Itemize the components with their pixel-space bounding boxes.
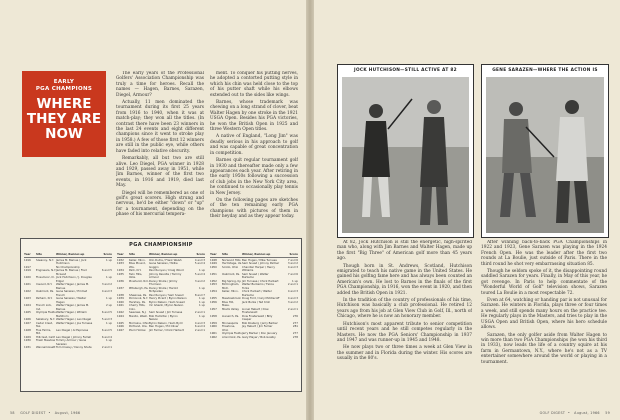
cell-year: 1917	[24, 264, 31, 269]
cell-score: 3 and 2	[287, 261, 298, 265]
cell-score: 2 and 1	[194, 310, 205, 314]
cell-score: 1 up	[106, 320, 112, 325]
cell-winner: Paul Runyan / Sam Snead	[149, 292, 184, 297]
cell-score: 4 and 3	[194, 257, 205, 262]
cell-winner: Henry Picard / Byron Nelson	[149, 296, 187, 300]
cell-site: Llanerch, Pa.	[222, 313, 240, 318]
golfers-photo-icon	[486, 77, 604, 233]
cell-site: Engineers, N.Y.	[36, 268, 56, 272]
cell-winner: Jim Turnesa / Chick Harbert	[242, 278, 279, 283]
cell-winner: Walter Burkemo / Felice Torza	[242, 282, 274, 290]
cell-winner: Paul Runyan / Craig Wood	[149, 268, 184, 272]
cell-score: 5 and 4	[194, 261, 205, 265]
cell-winner: Johnny Revolta / Tommy Armour	[149, 271, 182, 279]
cell-winner: Byron Nelson / Sam Byrd	[149, 320, 183, 325]
cell-score: 6 and 5	[101, 268, 112, 272]
cell-site: Scioto, Ohio	[222, 264, 239, 269]
cell-site: Fresh Meadow	[36, 338, 56, 342]
cell-score: 1 up	[199, 299, 205, 304]
header-winner: Winner, Runner-up	[56, 252, 85, 256]
cell-winner: Walter Hagen / Joe Turnesa	[56, 320, 93, 325]
intro-paragraph: Barnes, whose trademark was chewing on a long strand of clover, beat Walter Hagen by one stroke in the 1921 USGA Open. Besides his PGA victories, he won the British Open in 1925 and three Western Open titles.	[210, 100, 298, 133]
cell-site: Hillcrest, Calif.	[36, 334, 56, 339]
table-row	[117, 329, 205, 333]
header-year: Year	[24, 252, 31, 256]
cell-winner: Jay Hebert / Jim Ferrier	[242, 324, 273, 328]
cell-site: Flossmoor, Ill.	[36, 275, 55, 279]
cell-site: Portland, Ore.	[129, 324, 148, 328]
cell-year: 1958	[210, 313, 217, 318]
cell-year: 1944	[117, 313, 124, 318]
intro-paragraph: On the following pages are sketches of the ten remaining early PGA champions with pictures of them in their heyday and as they appear today.	[210, 197, 298, 220]
jock-hutchison-text	[337, 240, 472, 410]
cell-year: 1931	[24, 345, 31, 349]
header-score: Score	[196, 252, 205, 256]
photo-caption: GENE SARAZEN—WHERE THE ACTION IS	[492, 68, 598, 73]
magazine-name: GOLF DIGEST	[20, 411, 46, 415]
cell-score: 3 and 2	[194, 278, 205, 283]
cell-winner: Walter Hagen / Leo Diegel	[56, 317, 92, 321]
cell-year: 1962	[210, 334, 217, 339]
cell-score: 276	[292, 313, 298, 318]
body-paragraph: Hutchison's most apparent tribute to senior competition until recent years and he still competes regularly in the Masters. He now the PGA Seniors' Championship in 1937 and 1947 and was runner-up in 1945 and 1948.	[337, 321, 472, 343]
cell-winner: Tommy Armour / Gene Sarazen	[56, 338, 87, 346]
cell-score: 4 and 3	[287, 289, 298, 293]
cell-score: 6 and 4	[194, 324, 205, 328]
cell-year: 1952	[210, 278, 217, 283]
cell-winner: Denny Shute / Jimmy Thomson	[149, 278, 178, 286]
cell-winner: Bob Hamilton / Byron Nelson	[149, 313, 178, 321]
cell-site: Park, N.Y.	[129, 268, 142, 272]
body-paragraph: Even at 64, watching or handing par is not unusual for Sarazen. He winters in Florida, plays three or four times a week, and still spends many hours on the practice tee. He regularly plays in the Masters, and tries to play in the USGA Open and British Open, where his hero schedule allows.	[481, 298, 607, 331]
cell-winner: Chandler Harper / Henry Williams	[242, 264, 275, 272]
cell-site: Blue Mound, Wis.	[129, 261, 146, 269]
headline-line-1: WHERE	[36, 96, 92, 112]
cell-site: Salisbury, N.Y.	[36, 317, 55, 321]
headline-line-3: NOW	[45, 126, 83, 142]
cell-year: 1951	[210, 271, 217, 276]
cell-winner: Denny Shute / Harold McSpaden	[149, 285, 178, 293]
kicker-line-2: PGA CHAMPIONS	[35, 86, 93, 92]
intro-paragraph: The early years of the Professional Golfers' Association Championship was truly a time for heroes. Recall the names — Hagen, Barnes, Sarazen, Diegel, Armour?	[116, 71, 204, 98]
table-header	[117, 253, 205, 258]
cell-year: 1927	[24, 320, 31, 325]
cell-score: 1 up	[106, 275, 112, 279]
cell-year: 1947	[117, 327, 124, 332]
cell-site: Blue Hill, Mass.	[222, 299, 234, 307]
table-header	[210, 253, 298, 258]
photo-jock-hutchison	[337, 64, 474, 238]
cell-score: 277	[292, 331, 298, 335]
cell-winner: Sam Snead / Jim Turnesa	[149, 310, 183, 314]
cell-score: 3 and 2	[101, 282, 112, 286]
cell-year: 1956	[210, 299, 217, 304]
cell-winner: James M. Barnes / Fred McLeod	[56, 268, 87, 276]
magazine-name: GOLF DIGEST	[539, 411, 566, 415]
cell-winner: Vic Ghezzi / Byron Nelson	[149, 303, 184, 307]
cell-score: 5 and 3	[101, 317, 112, 321]
header-winner: Winner, Runner-up	[149, 252, 178, 256]
cell-winner: Byron Nelson / Sam Snead	[149, 299, 185, 304]
photo-gene-sarazen	[481, 64, 609, 238]
cell-year: 1954	[210, 289, 217, 293]
cell-year: 1938	[117, 292, 124, 297]
cell-score: 278	[292, 334, 298, 339]
cell-year: 1945	[117, 320, 124, 325]
cell-site: Cherry Hills, Colo.	[129, 303, 146, 311]
cell-site: Oakmont, Pa.	[36, 289, 55, 293]
cell-year: 1940	[117, 299, 124, 304]
kicker-line-1: EARLY	[53, 79, 75, 85]
cell-score: 7 and 6	[287, 257, 298, 262]
cell-site: Wannamoisett	[36, 345, 56, 349]
right-page	[314, 0, 620, 420]
cell-year: 1934	[117, 268, 124, 272]
cell-winner: No Championship	[56, 264, 80, 269]
header-year: Year	[117, 252, 124, 256]
table-column-3	[210, 253, 298, 339]
cell-year: 1949	[210, 261, 217, 265]
header-score: Score	[103, 252, 112, 256]
issue-date: August, 1966	[54, 411, 81, 415]
cell-site: Keller, Minn.	[222, 289, 239, 293]
cell-winner: Jack Burke / Ted Kroll	[242, 299, 271, 304]
body-paragraph: Though born in St. Andrews, Scotland, Hutchison emigrated to teach his native game in the United States. He gained his golfing fame here and has always been counted an American's own. He lost to Barnes in the finals of the first PGA Championship, in 1916, won the event in 1920, and then added the British Open in 1921.	[337, 263, 472, 296]
cell-winner: Ben Hogan / Mike Turnesa	[242, 257, 277, 262]
cell-site: Hershey, Pa.	[129, 299, 146, 304]
cell-score: 2 and 1	[101, 345, 112, 349]
cell-site: Plum Hollow	[129, 327, 146, 332]
cell-winner: Jock Hutchison / J. Douglas Edgar	[56, 275, 92, 283]
cell-year: 1959	[210, 320, 217, 325]
header-winner: Winner, Runner-up	[242, 252, 271, 256]
cell-score: 1 up	[199, 268, 205, 272]
page-gutter	[306, 0, 314, 420]
cell-winner: Chick Harbert / Walter Burkemo	[242, 289, 272, 297]
cell-year: 1919	[24, 268, 31, 272]
cell-winner: Tom Creavy / Denny Shute	[56, 345, 92, 349]
cell-score: 5 and 4	[194, 271, 205, 276]
cell-site: Minneapolis	[222, 320, 239, 325]
cell-winner: Bob Rosburg / Jerry Barber	[242, 320, 278, 325]
intro-paragraph: Remarkably, all but two are still alive. Leo Diegel, PGA winner in 1928 and 1929, passed away in 1951, while Jim Barnes, winner of the first two events, in 1916 and 1919, died last May.	[116, 156, 204, 189]
cell-winner: Doug Ford / Cary Middlecoff	[242, 296, 280, 300]
cell-score: 2 and 1	[194, 327, 205, 332]
cell-year: 1946	[117, 324, 124, 328]
cell-site: Olympia Fields	[36, 310, 56, 314]
footer-left: 58 GOLF DIGEST • August, 1966	[10, 411, 81, 415]
cell-score: 6 and 5	[101, 327, 112, 332]
cell-winner: Jerry Barber / Don January	[242, 331, 278, 335]
cell-year: 1936	[117, 278, 124, 283]
cell-site: Seaview, N.J.	[129, 310, 147, 314]
body-paragraph: Sarazen, the only golfer aside from Walter Hagen to win more than two PGA Championships (he won his third in 1933), now leads the life of a country squire at his farm in Germantown, N.Y., where he's not as a TV entertainer somewhere around the world or playing in a tournament.	[481, 332, 607, 365]
cell-year: 1925	[24, 310, 31, 314]
cell-year: 1937	[117, 285, 124, 290]
cell-year: 1933	[117, 261, 124, 265]
cell-winner: Sam Snead / Walter Burkemo	[242, 271, 269, 279]
intro-paragraph: Barnes quit regular tournament golf in 1930 and thereafter made only a few appearances each year. After retiring in the early 1950s following a succession of club jobs in the New York City area, he continued to occasionally play tennis in New Jersey.	[210, 158, 298, 196]
cell-score: 6 and 5	[101, 310, 112, 314]
headline	[22, 97, 106, 142]
header-site: Site	[222, 252, 228, 256]
cell-site: French Lick, Ind.	[36, 303, 52, 311]
table-column-1	[24, 253, 112, 350]
cell-site: Miami Valley	[222, 306, 239, 311]
body-paragraph: Though he seldom spoke of it, the disappointing round saddled Sarazen for years. Finally, in May of this year, he got revenge. In Paris to help commentate of the "Wonderful World of Golf" television shows, Sarazen toured La Boulie in a most respectable 72.	[481, 269, 607, 296]
footer-right: GOLF DIGEST • August, 1966 59	[539, 411, 610, 415]
table-title: PGA CHAMPIONSHIP	[129, 242, 193, 248]
cell-site: Morraine, Ohio	[129, 320, 149, 325]
kicker	[22, 79, 106, 93]
cell-score: 1 up	[199, 313, 205, 318]
cell-site: Firestone, Ohio	[222, 324, 236, 332]
cell-score: 277	[292, 320, 298, 325]
cell-score: 2 and 1	[287, 282, 298, 286]
page-number: 58	[10, 411, 15, 415]
cell-score: 6 and 4	[101, 334, 112, 339]
cell-year: 1921	[24, 282, 31, 286]
cell-winner: Dow Finsterwald / Billy Casper	[242, 313, 273, 321]
cell-score: 4 and 3	[287, 264, 298, 269]
table-header	[24, 253, 112, 258]
table-row	[210, 336, 298, 340]
header-score: Score	[289, 252, 298, 256]
cell-site: Hermitage, Va.	[222, 261, 242, 265]
cell-year: 1960	[210, 324, 217, 328]
cell-score: 1 up	[199, 285, 205, 290]
cell-score: 3 and 2	[287, 299, 298, 304]
cell-site: Siwanoy, N.Y.	[36, 257, 54, 262]
cell-score: 8 and 7	[194, 292, 205, 297]
cell-site: Olympia Fields	[222, 331, 242, 335]
pga-championship-table	[20, 238, 302, 392]
cell-score: 1 up	[106, 296, 112, 300]
gene-sarazen-text	[481, 240, 607, 410]
cell-score: 4 and 3	[194, 320, 205, 325]
body-paragraph: At 82, Jock Hutchison is still the energetic, high-spirited man who, along with Jim Barnes and Walter Hagen, made up the first "Big Three" of American golf more than 45 years ago.	[337, 240, 472, 262]
cell-site: Aronimink, Pa.	[222, 334, 242, 339]
cell-winner: Olin Dutra / Frank Walsh	[149, 257, 182, 262]
cell-score: 1 up	[199, 303, 205, 307]
cell-year: 1930	[24, 338, 31, 342]
photo-image	[342, 77, 469, 233]
cell-year: 1926	[24, 317, 31, 321]
intro-paragraph: A native of England, "Long Jim" was deadly serious in his approach to golf and was capable of great concentration in competition.	[210, 134, 298, 156]
cell-score: 4 and 3	[287, 296, 298, 300]
cell-site: Five Farms, Md.	[36, 327, 52, 335]
cell-score: 2 up	[106, 303, 112, 307]
cell-site: Meadowbrook	[222, 296, 241, 300]
cell-year: 1942	[117, 310, 124, 314]
headline-line-2: THEY ARE	[26, 111, 102, 127]
cell-score: 2 and 1	[287, 306, 298, 311]
cell-site: Keller, Minn.	[129, 257, 146, 262]
cell-score: 1 up	[106, 338, 112, 342]
cell-year: 1929	[24, 334, 31, 339]
cell-site: Cedar Crest, Tex.	[36, 320, 53, 328]
cell-winner: Leo Diegel / Johnny Farrell	[56, 334, 91, 339]
cell-year: 1920	[24, 275, 31, 279]
photo-image	[486, 77, 604, 233]
cell-winner: James M. Barnes / Jock Hutchison	[56, 257, 87, 265]
cell-winner: Sam Snead / Johnny Palmer	[242, 261, 280, 265]
cell-year: 1948	[210, 257, 217, 262]
cell-score: 1 up	[106, 257, 112, 262]
header-site: Site	[36, 252, 42, 256]
table-row	[24, 346, 112, 350]
cell-winner: Walter Hagen / William Mehlhorn	[56, 310, 87, 318]
cell-year: 1923	[24, 296, 31, 300]
left-page	[0, 0, 306, 420]
cell-year: 1939	[117, 296, 124, 300]
cell-site: Norwood Hills	[222, 257, 241, 262]
cell-site: Pittsburgh, Pa.	[129, 285, 149, 290]
body-paragraph: After winning back-to-back PGA Championships in 1922 and 1923, Gene Sarazen was playing in the 1924 French Open. He was the leader after the first two rounds at La Boulie, just outside of Paris. There in the third round he shot very embarrassing situation 85.	[481, 240, 607, 267]
cell-site: Shawnee, Pa.	[129, 292, 147, 297]
cell-site: Oakmont, Pa.	[222, 271, 241, 276]
body-paragraph: He now plays two or three times a week at Glen View in the summer and in Florida during the winter. His scores are usually in the 80's.	[337, 345, 472, 362]
cell-site: Pelham, N.Y.	[36, 296, 53, 300]
headline-box	[22, 71, 106, 157]
cell-site: Pinehurst, N.C.	[129, 278, 149, 283]
page-number: 59	[605, 411, 610, 415]
cell-year: 1941	[117, 303, 124, 307]
cell-score: 281	[292, 324, 298, 328]
intro-paragraph: Diegel will be remembered as one of golf's great scorers. High strung and nervous, he'd be either "down" or "up" for a tournament, depending on the phase of his mercurial tempera-	[116, 190, 204, 218]
photo-caption: JOCK HUTCHISON—STILL ACTIVE AT 82	[354, 68, 457, 73]
intro-column-2	[210, 71, 298, 231]
golfers-photo-icon	[342, 77, 469, 233]
cell-site: Twin Hills, Okla.	[129, 271, 143, 279]
cell-winner: Gary Player / Bob Goalby	[242, 334, 276, 339]
cell-year: 1955	[210, 296, 217, 300]
cell-site: Inwood, N.Y.	[36, 282, 53, 286]
cell-year: 1932	[117, 257, 124, 262]
intro-column-1	[116, 71, 204, 231]
cell-score: 4 and 3	[101, 289, 112, 293]
cell-winner: Gene Sarazen / Willie Goggin	[149, 261, 178, 269]
cell-site: Manito, Wash.	[129, 313, 148, 318]
cell-score: 1 up	[292, 278, 298, 283]
header-site: Site	[129, 252, 135, 256]
cell-year: 1953	[210, 282, 217, 286]
cell-winner: Walter Hagen / James M. Barnes	[56, 282, 90, 290]
cell-winner: Walter Hagen / James M. Barnes	[56, 303, 90, 311]
cell-winner: Leo Diegel / Al Espinosa	[56, 327, 89, 332]
cell-score: 1 up	[199, 296, 205, 300]
cell-winner: Gene Sarazen / Walter Hagen	[56, 296, 87, 304]
body-paragraph: In the tradition of the country of professionals of his time, Hutchison was basically a club professional. He retired 12 years ago from his job at Glen View Club in Golf, Ill., north of Chicago, where he is now an honorary member.	[337, 298, 472, 320]
header-year: Year	[210, 252, 217, 256]
cell-site: Pomonok, N.Y.	[129, 296, 148, 300]
cell-site: Birmingham, Mich.	[222, 282, 240, 290]
cell-year: 1922	[24, 289, 31, 293]
cell-score: 7 and 6	[287, 271, 298, 276]
cell-year: 1935	[117, 271, 124, 276]
cell-year: 1928	[24, 327, 31, 332]
cell-winner: Lionel Hebert / Dow Finsterwald	[242, 306, 269, 314]
cell-winner: Gene Sarazen / Emmet French	[56, 289, 88, 297]
cell-year: 1950	[210, 264, 217, 269]
cell-year: 1961	[210, 331, 217, 335]
table-column-2	[117, 253, 205, 332]
intro-paragraph: Actually, 11 men dominated the tournament during its first 25 years from 1916 to 1940, when it was at match-play; they won all the titles. (In contrast there have been 23 winners in the last 24 events and eight different champions since it went to stroke play in 1958.) A few of those first 12 winners are still in the public eye, while others have faded into relative obscurity.	[116, 100, 204, 154]
cell-site: Big Spring, Ky.	[222, 278, 242, 283]
issue-date: August, 1966	[574, 411, 600, 415]
cell-year: 1924	[24, 303, 31, 307]
cell-year: 1957	[210, 306, 217, 311]
intro-paragraph: ment. To conquer his putting nerves, he adopted a contorted putting style in which his chin was held close to the top of his putter shaft while his elbows extended out to the sides like wings.	[210, 71, 298, 98]
cell-winner: Jim Ferrier / Chick Harbert	[149, 327, 184, 332]
cell-year: 1916	[24, 257, 31, 262]
cell-winner: Ben Hogan / Ed Oliver	[149, 324, 179, 328]
